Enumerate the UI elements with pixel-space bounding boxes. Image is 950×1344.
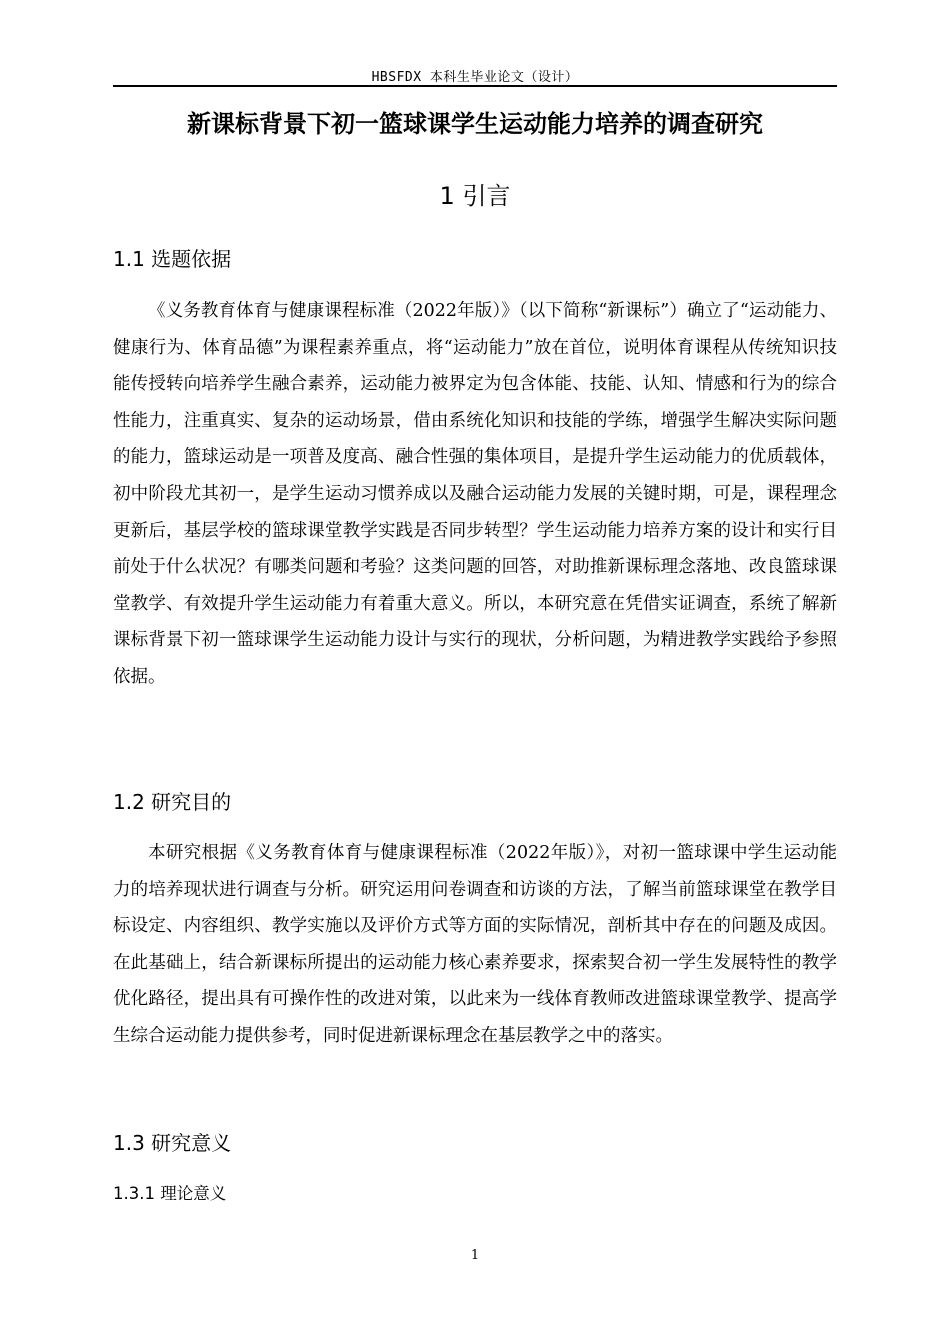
paragraph-research-purpose: 本研究根据《义务教育体育与健康课程标准（2022年版）》，对初一篮球课中学生运动能力的培养现状进行调查与分析。研究运用问卷调查和访谈的方法，了解当前篮球课堂在教学目标设定、内容组织、教学实施以及评价方式等方面的实际情况，剖析其中存在的问题及成因。在此基础上，结合新课标所提出的运动能力核心素养要求，探索契合初一学生发展特性的教学优化路径，提出具有可操作性的改进对策，以此来为一线体育教师改进篮球课堂教学、提高学生综合运动能力提供参考，同时促进新课标理念在基层教学之中的落实。 [113,843,837,1046]
page-number: 1 [470,1248,480,1263]
section-heading-1-2: 1.2 研究目的 [113,790,232,814]
section-heading-1-1: 1.1 选题依据 [113,247,232,271]
paper-title: 新课标背景下初一篮球课学生运动能力培养的调查研究 [187,110,763,138]
running-header: HBSFDX 本科生毕业论文（设计） [371,70,579,85]
subsection-heading-1-3-1: 1.3.1 理论意义 [113,1184,227,1203]
header-rule [113,85,837,87]
section-heading-1-3: 1.3 研究意义 [113,1131,232,1155]
chapter-heading: 1 引言 [439,182,511,210]
paragraph-selection-basis: 《义务教育体育与健康课程标准（2022年版）》（以下简称“新课标”）确立了“运动能力、健康行为、体育品德”为课程素养重点，将“运动能力”放在首位，说明体育课程从传统知识技能传授转向培养学生融合素养，运动能力被界定为包含体能、技能、认知、情感和行为的综合性能力，注重真实、复杂的运动场景，借由系统化知识和技能的学练，增强学生解决实际问题的能力，篮球运动是一项普及度高、融合性强的集体项目，是提升学生运动能力的优质载体，初中阶段尤其初一，是学生运动习惯养成以及融合运动能力发展的关键时期，可是，课程理念更新后，基层学校的篮球课堂教学实践是否同步转型？学生运动能力培养方案的设计和实行目前处于什么状况？有哪类问题和考验？这类问题的回答，对助推新课标理念落地、改良篮球课堂教学、有效提升学生运动能力有着重大意义。所以，本研究意在凭借实证调查，系统了解新课标背景下初一篮球课学生运动能力设计与实行的现状，分析问题，为精进教学实践给予参照依据。 [113,301,837,687]
